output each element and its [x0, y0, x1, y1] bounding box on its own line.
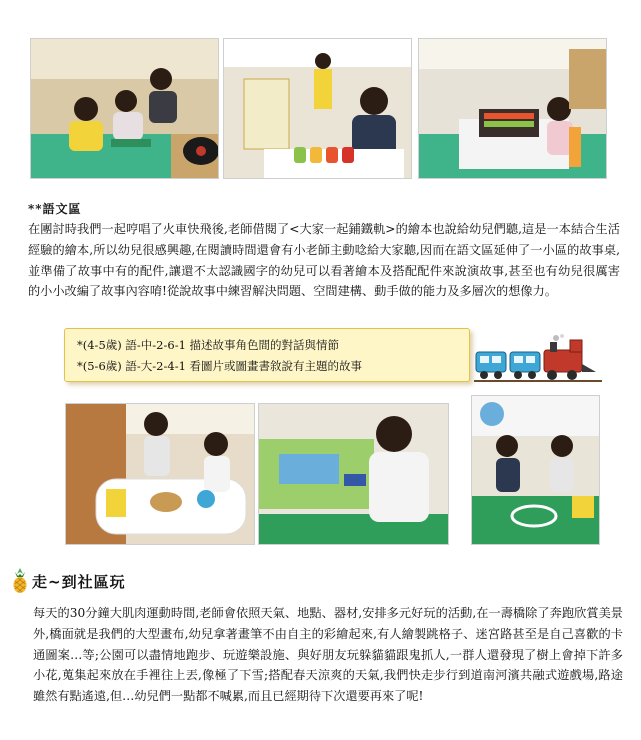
photo-boy-playing-chimes	[223, 38, 412, 179]
learning-goals-box	[64, 328, 470, 382]
learning-goal-item: *(5-6歲) 語-大-2-4-1 看圖片或圖畫書敘說有主題的故事	[77, 359, 363, 373]
language-area-paragraph: 在團討時我們一起哼唱了火車快飛後,老師借閱了<大家一起鋪鐵軌>的繪本也說給幼兒們聽,這是一本結合生活經驗的繪本,所以幼兒很感興趣,在閱讀時間還會有小老師主動唸給大家聽,因而在語文區延伸了一小區的故事桌,並準備了故事中有的配件,讓還不太認識國字的幼兒可以看著繪本及搭配配件來說演故事,甚至也有幼兒很厲害的小小改編了故事內容唷!從說故事中練習解決問題、空間建構、動手做的能力及多層次的想像力。	[28, 222, 620, 299]
photo-story-table-play	[65, 403, 255, 545]
photo-children-reading-floor	[30, 38, 219, 179]
section-title-community: 走~到社區玩	[32, 572, 126, 591]
pineapple-icon	[12, 568, 28, 594]
train-icon	[474, 334, 604, 386]
section-title-language-area: **語文區	[28, 202, 82, 216]
photo-girl-playing-xylophone	[418, 38, 607, 179]
photo-boy-with-picture-book	[258, 403, 449, 545]
community-paragraph: 每天的30分鐘大肌肉運動時間,老師會依照天氣、地點、器材,安排多元好玩的活動,在一壽橋除了奔跑欣賞美景外,橋面就是我們的大型畫布,幼兒拿著畫筆不由自主的彩繪起來,有人繪製跳格子、迷宮路甚至是自己喜歡的卡通圖案…等;公園可以盡情地跑步、玩遊樂設施、與好朋友玩躲貓貓跟鬼抓人,一群人還發現了樹上會掉下許多小花,蒐集起來放在手裡往上丟,像極了下雪;搭配春天涼爽的天氣,我們快走步行到道南河濱共融式遊戲場,路途雖然有點遙遠,但…幼兒們一點都不喊累,而且已經期待下次還要再來了呢!	[33, 606, 623, 704]
section-header-community	[12, 568, 126, 594]
learning-goal-item: *(4-5歲) 語-中-2-6-1 描述故事角色間的對話與情節	[77, 338, 340, 352]
photo-children-with-track	[471, 395, 600, 545]
